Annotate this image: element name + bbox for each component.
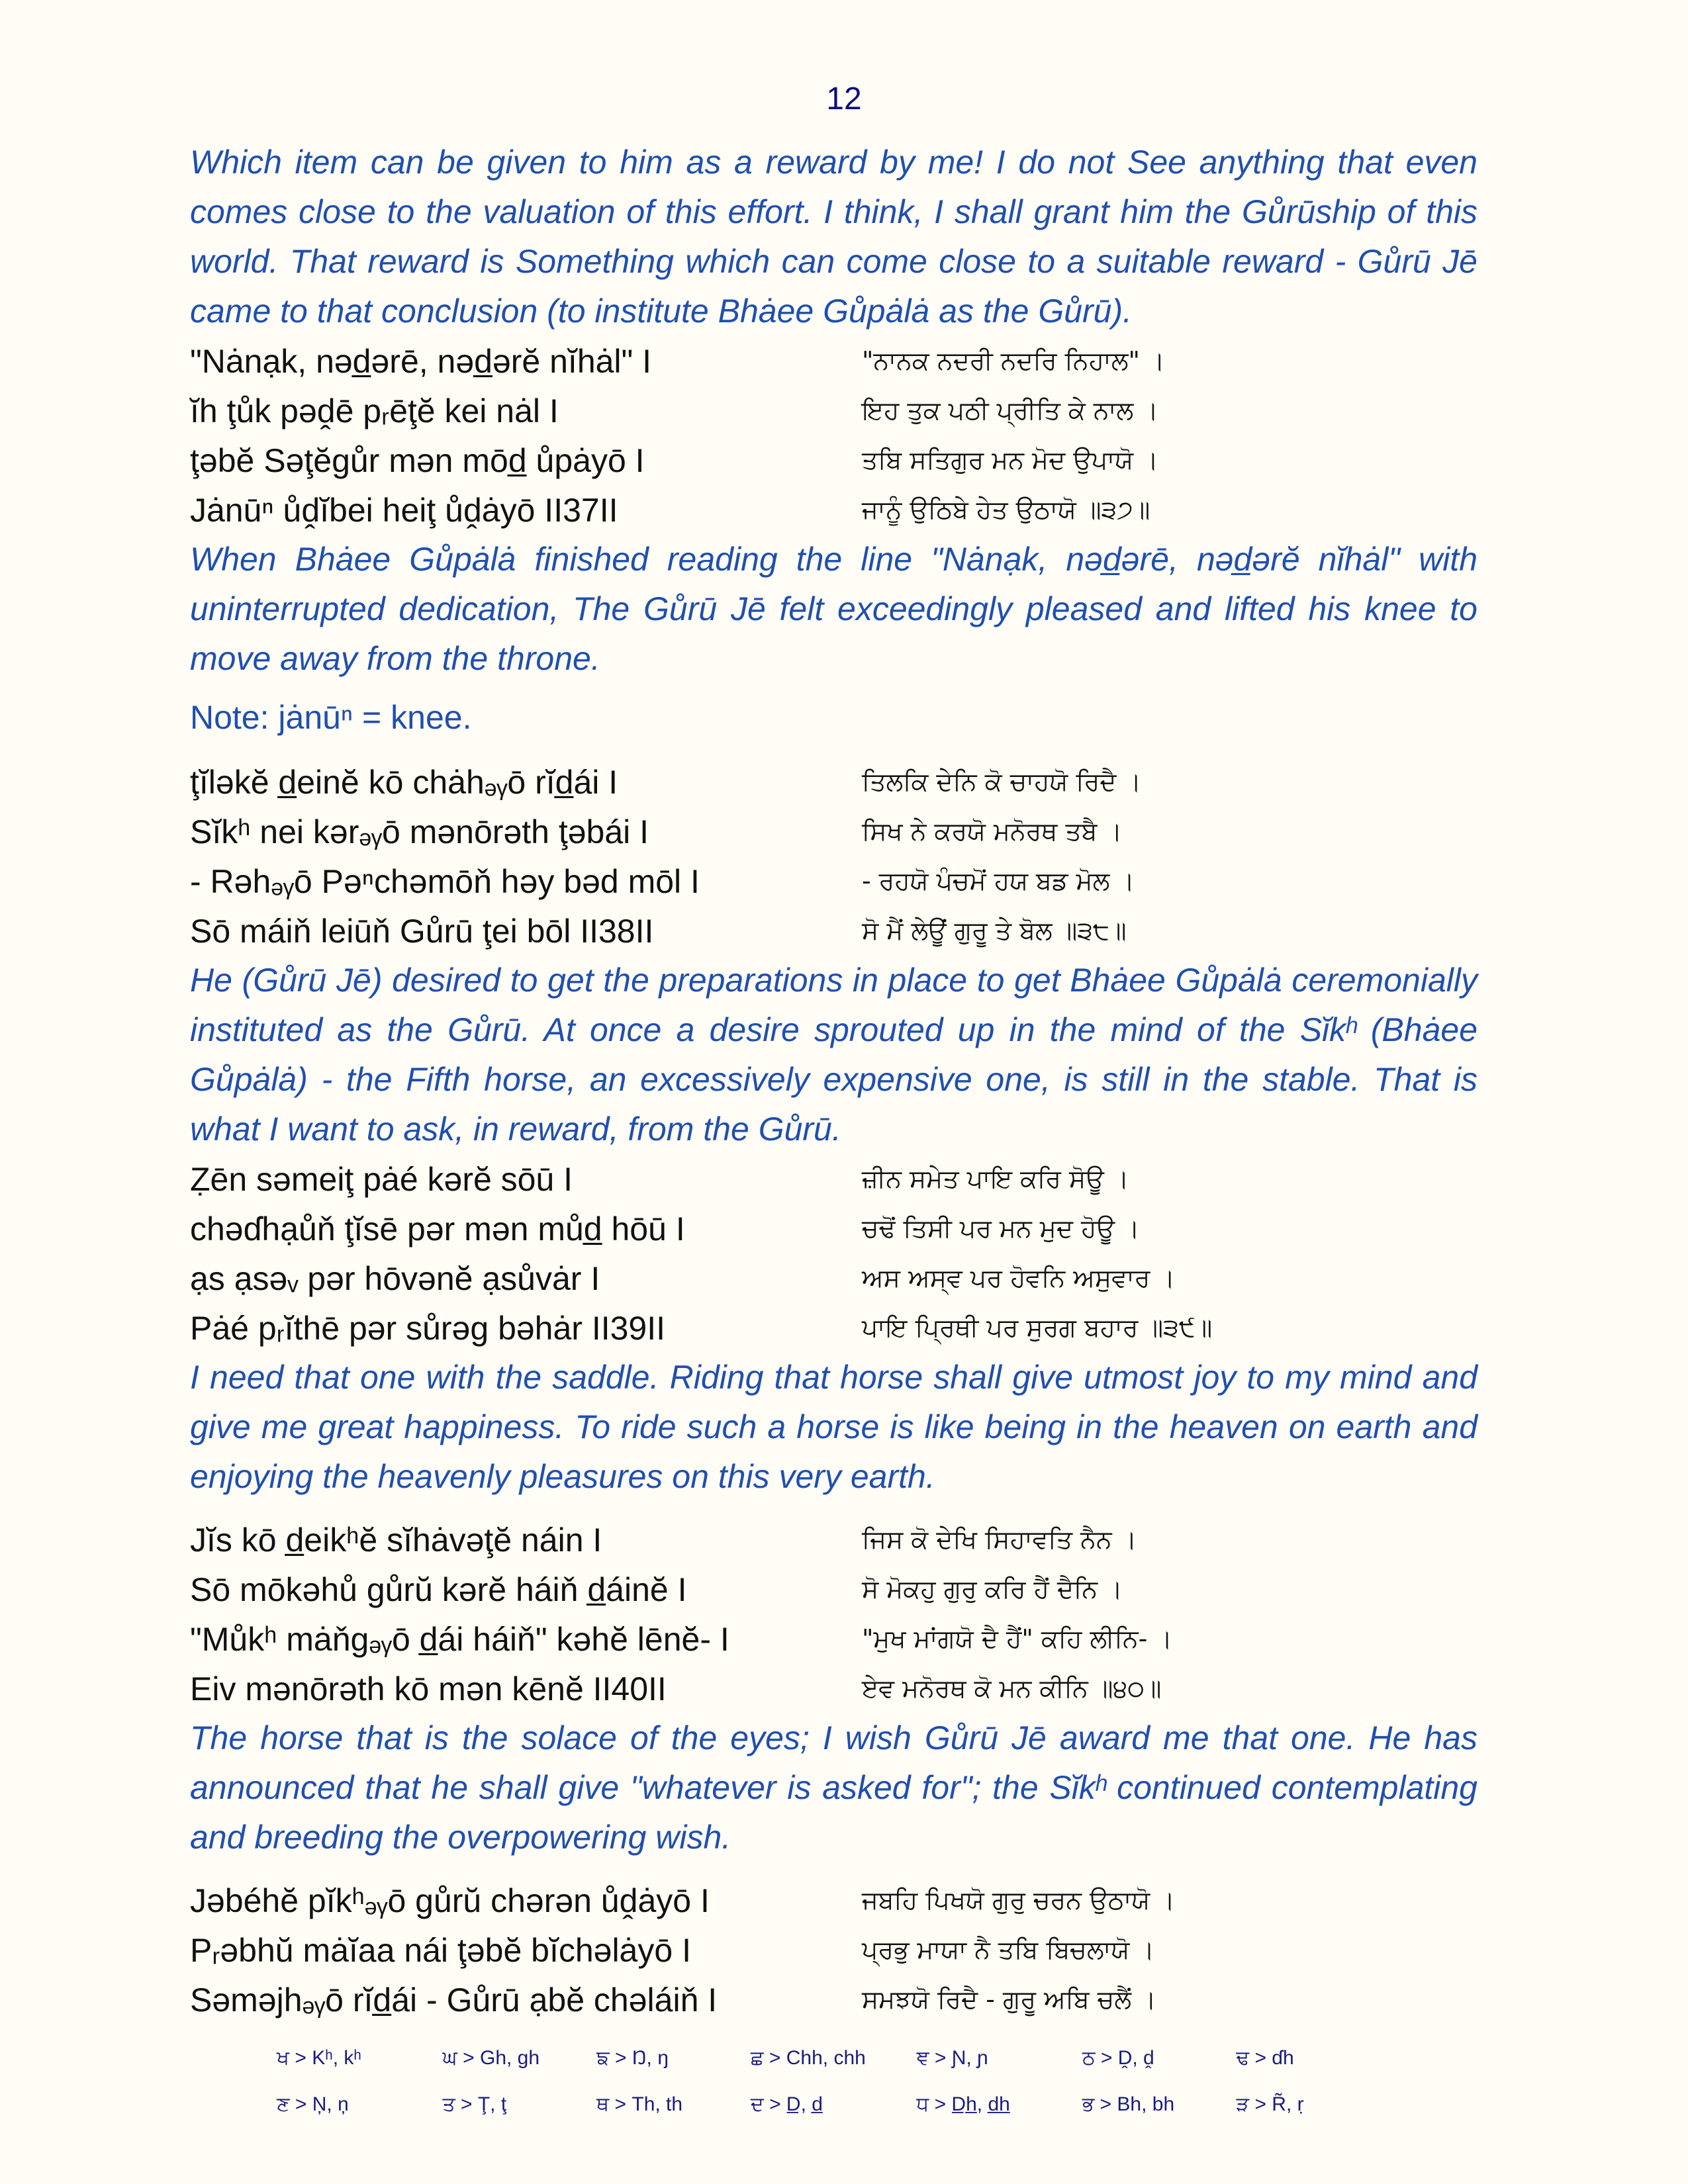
translation-paragraph: Which item can be given to him as a reward by me! I do not See anything that even comes close to the valuation of this effort. I think, I shall grant him the Gůrūship of this world. That reward is Something which can come close to a suitable reward - Gůrū Jē came to that conclusion (to institute Bhȧee Gůpȧlȧ as the Gůrū). [190, 144, 1477, 330]
verse-line [190, 1876, 1477, 1925]
verse-line [190, 1303, 1477, 1353]
gurmukhi-text: ਅਸ ਅਸ੍ਵ ਪਰ ਹੋਵਨਿ ਅਸੁਵਾਰ । [862, 1263, 1176, 1293]
verse-block [190, 1876, 1477, 2025]
legend-row [277, 2035, 1402, 2081]
transliteration: Eiv mənōrəth kō mən kēnĕ II40II [190, 1670, 667, 1707]
page-content [190, 138, 1477, 2025]
gurmukhi-text: ਤਿਲਕਿ ਦੇਨਿ ਕੋ ਚਾਹਯੋ ਰਿਦੈ । [862, 767, 1142, 796]
transliteration: Jĭs kō d̲eikʰĕ sĭhȧvəţĕ náin I [190, 1521, 602, 1559]
verse-line [190, 336, 1477, 386]
gurmukhi-text: ਜਾਨੂੰ ਉਠਿਬੇ ਹੇਤ ਉਠਾਯੋ ॥੩੭॥ [862, 495, 1150, 524]
gurmukhi-text: ਜਬਹਿ ਪਿਖਯੋ ਗੁਰੁ ਚਰਨ ਉਠਾਯੋ । [862, 1886, 1175, 1915]
verse-line [190, 1664, 1477, 1713]
legend-item: ਙ > Ŋ, ŋ [596, 2047, 669, 2069]
verse-line [190, 435, 1477, 485]
translation-paragraph: When Bhȧee Gůpȧlȧ finished reading the line "Nȧnạk, nəd̲ərē, nəd̲ərĕ nĭhȧl" with uninterrupted dedication, The Gůrū Jē felt exceedingly pleased and lifted his knee to move away from the throne. [190, 541, 1477, 677]
verse-block [190, 1515, 1477, 1713]
legend-item: ਖ > Kʰ, kʰ [277, 2047, 361, 2069]
verse-line [190, 856, 1477, 906]
legend-item: ਛ > Chh, chh [750, 2047, 866, 2069]
gurmukhi-text: ਜਿਸ ਕੋ ਦੇਖਿ ਸਿਹਾਵਤਿ ਨੈਨ । [862, 1525, 1137, 1554]
verse-line [190, 1154, 1477, 1204]
note-text: Note: jȧnūⁿ = knee. [190, 699, 472, 736]
legend-item: ਠ > Ḓ, ḓ [1082, 2047, 1154, 2069]
legend-item: ਥ > Th, th [596, 2093, 683, 2115]
transliteration: ţəbĕ Səţĕgůr mən mōd̲ ůpȧyō I [190, 441, 645, 479]
gurmukhi-text: ਸੋ ਮੈਂ ਲੇਊਂ ਗੁਰੂ ਤੇ ਬੋਲ ॥੩੮॥ [862, 916, 1127, 945]
gurmukhi-text: ਇਹ ਤੁਕ ਪਠੀ ਪ੍ਰੀਤਿ ਕੇ ਨਾਲ । [862, 396, 1158, 425]
legend-item: ਭ > Bh, bh [1082, 2093, 1175, 2115]
transliteration: Sō mōkəhů gůrŭ kərĕ háiň d̲áinĕ I [190, 1570, 687, 1608]
transliteration: Jȧnūⁿ ůḓĭbei heiţ ůḓȧyō II37II [190, 491, 618, 529]
gurmukhi-text: ਸਮਝਯੋ ਰਿਦੈ - ਗੁਰੂ ਅਬਿ ਚਲੈਂ । [862, 1985, 1156, 2014]
transliteration: Ẓēn səmeiţ pȧé kərĕ sōū I [190, 1160, 573, 1198]
legend-item: ੜ > R̃, ṛ [1236, 2093, 1304, 2115]
translation-paragraph: He (Gůrū Jē) desired to get the preparations in place to get Bhȧee Gůpȧlȧ ceremonially instituted as the Gůrū. At once a desire sprouted up in the mind of the Sĭkʰ (Bhȧee Gůpȧlȧ) - the Fifth horse, an excessively expensive one, is still in the stable. That is what I want to ask, in reward, from the Gůrū. [190, 962, 1477, 1148]
legend-item: ਘ > Gh, gh [442, 2047, 540, 2069]
transliteration: "Nȧnạk, nəd̲ərē, nəd̲ərĕ nĭhȧl" I [190, 342, 652, 380]
translation-paragraph: I need that one with the saddle. Riding that horse shall give utmost joy to my mind and give me great happiness. To ride such a horse is like being in the heaven on earth and enjoying the heavenly pleasures on this very earth. [190, 1359, 1477, 1495]
verse-line [190, 757, 1477, 807]
verse-line [190, 1925, 1477, 1975]
legend-row [277, 2081, 1402, 2128]
gurmukhi-text: ਚਢੋਂ ਤਿਸੀ ਪਰ ਮਨ ਮੁਦ ਹੋਊ । [862, 1214, 1140, 1243]
legend-item: ਧ > D̲h̲, d̲h̲ [916, 2093, 1010, 2115]
verse-block [190, 1154, 1477, 1353]
gurmukhi-text: ਜ਼ੀਨ ਸਮੇਤ ਪਾਇ ਕਰਿ ਸੋਊ । [862, 1164, 1129, 1193]
transliteration-legend [277, 2035, 1402, 2128]
gurmukhi-text: ਸੋ ਮੋਕਹੁ ਗੁਰੁ ਕਰਿ ਹੈਂ ਦੈਨਿ । [862, 1574, 1123, 1604]
gurmukhi-text: ਪਾਇ ਪ੍ਰਿਥੀ ਪਰ ਸੁਰਗ ਬਹਾਰ ॥੩੯॥ [862, 1313, 1213, 1342]
gurmukhi-text: ਸਿਖ ਨੇ ਕਰਯੋ ਮਨੋਰਥ ਤਬੈ । [862, 817, 1123, 846]
gurmukhi-text: ਪ੍ਰਭੁ ਮਾਯਾ ਨੈ ਤਬਿ ਬਿਚਲਾਯੋ । [862, 1935, 1155, 1964]
page-number: 12 [826, 81, 862, 116]
verse-block [190, 336, 1477, 535]
transliteration: ạs ạsəᵥ pər hōvənĕ ạsůvȧr I [190, 1259, 600, 1297]
transliteration: Səməjhₔᵧō rĭd̲ái - Gůrū ạbĕ chəláiň I [190, 1981, 718, 2019]
translation-paragraph: The horse that is the solace of the eyes; I wish Gůrū Jē award me that one. He has announced that he shall give "whatever is asked for"; the Sĭkʰ continued contemplating and breeding the overpowering wish. [190, 1719, 1477, 1856]
transliteration: - Rəhₔᵧō Pəⁿchəmōň həy bəd mōl I [190, 862, 700, 900]
legend-item: ਤ > Ţ, ţ [442, 2093, 507, 2115]
verse-line [190, 386, 1477, 435]
gurmukhi-text: - ਰਹਯੋ ਪੰਚਮੋਂ ਹਯ ਬਡ ਮੋਲ । [862, 866, 1135, 895]
verse-line [190, 1975, 1477, 2025]
verse-line [190, 1204, 1477, 1253]
legend-item: ਞ > Ɲ, ɲ [916, 2047, 988, 2069]
verse-line [190, 485, 1477, 535]
transliteration: Pᵣəbhŭ mȧĭaa nái ţəbĕ bĭchəlȧyō I [190, 1931, 691, 1969]
verse-line [190, 906, 1477, 956]
gurmukhi-text: ਤਬਿ ਸਤਿਗੁਰ ਮਨ ਮੋਦ ਉਪਾਯੋ । [862, 445, 1158, 475]
verse-line [190, 1515, 1477, 1565]
legend-item: ਣ > Ņ, ņ [277, 2093, 349, 2115]
legend-item: ਢ > ɗh [1236, 2047, 1294, 2069]
transliteration: ţĭləkĕ d̲einĕ kō chȧhₔᵧō rĭd̲ái I [190, 763, 618, 801]
verse-block [190, 757, 1477, 956]
gurmukhi-text: "ਨਾਨਕ ਨਦਰੀ ਨਦਰਿ ਨਿਹਾਲ" । [862, 346, 1165, 375]
verse-line [190, 807, 1477, 856]
gurmukhi-text: "ਮੁਖ ਮਾਂਗਯੋ ਦੈ ਹੈਂ" ਕਹਿ ਲੀਨਿ- । [862, 1624, 1173, 1653]
transliteration: ĭh ţůk pəḓē pᵣēţĕ kei nȧl I [190, 392, 559, 430]
transliteration: Sō máiň leiūň Gůrū ţei bōl II38II [190, 912, 654, 950]
verse-line [190, 1253, 1477, 1303]
transliteration: "Můkʰ mȧňgₔᵧō d̲ái háiň" kəhĕ lēnĕ- I [190, 1620, 729, 1658]
transliteration: Jəbéhĕ pĭkʰₔᵧō gůrŭ chərən ůḓȧyō I [190, 1882, 710, 1919]
transliteration: Sĭkʰ nei kərₔᵧō mənōrəth ţəbái I [190, 813, 649, 850]
transliteration: Pȧé pᵣĭthē pər sůrəg bəhȧr II39II [190, 1309, 666, 1347]
legend-item: ਦ > D̲, d̲ [750, 2093, 823, 2115]
verse-line [190, 1565, 1477, 1614]
verse-line [190, 1614, 1477, 1664]
gurmukhi-text: ਏਵ ਮਨੋਰਥ ਕੋ ਮਨ ਕੀਨਿ ॥੪੦॥ [862, 1674, 1162, 1703]
transliteration: chəɗhạůň ţĭsē pər mən můd̲ hōū I [190, 1210, 685, 1248]
